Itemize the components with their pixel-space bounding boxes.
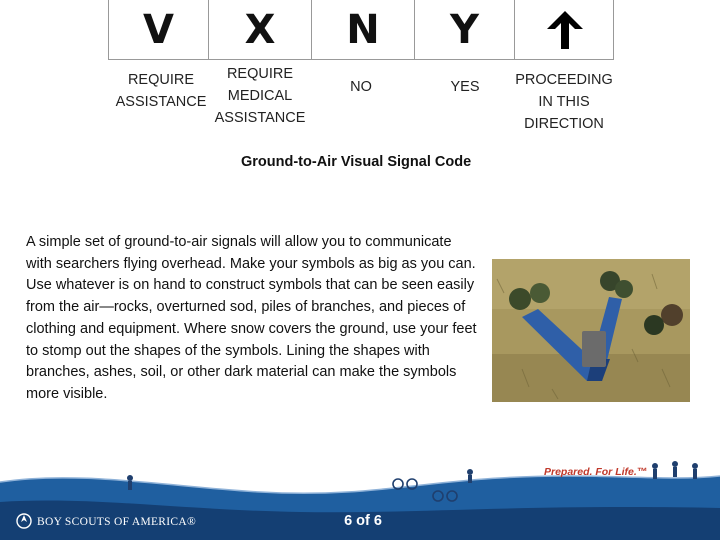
label-yes: YES	[450, 79, 480, 95]
page-number: 6 of 6	[344, 513, 382, 529]
arrow-up-icon	[545, 9, 585, 51]
label-require-medical: REQUIRE MEDICAL ASSISTANCE	[214, 66, 306, 126]
organization-name: BOY SCOUTS OF AMERICA®	[37, 516, 197, 528]
signal-n-symbol: N	[346, 6, 380, 53]
signal-v-symbol: V	[143, 6, 174, 53]
body-paragraph: A simple set of ground-to-air signals will allow you to communicate with searchers flying overhead. Make your symbols as big as you can. Use whatever is on hand to construct symbols that can be seen easily from the air—rocks, overturned sod, piles of branches, and pieces of clothing and equipment. Where snow covers the ground, use your feet to stomp out the shapes of the symbols. Lining the shapes with branches, ashes, soil, or other dark material can make the symbols more visible.	[26, 234, 477, 402]
figure-caption: Ground-to-Air Visual Signal Code	[241, 154, 472, 170]
signal-n	[312, 0, 415, 59]
signal-arrow	[515, 0, 615, 59]
signal-photo	[492, 259, 690, 402]
signal-symbol-table	[108, 0, 614, 60]
signal-x-symbol: X	[244, 6, 276, 53]
photo-scouts-making-v-signal	[492, 259, 690, 402]
canoe-icon	[250, 485, 315, 488]
signal-x	[209, 0, 312, 59]
label-proceeding: PROCEEDING IN THIS DIRECTION	[515, 72, 613, 132]
signal-v	[109, 0, 209, 59]
label-require-assistance: REQUIRE ASSISTANCE	[115, 72, 207, 110]
tagline: Prepared. For Life.™	[544, 466, 648, 478]
signal-y-symbol: Y	[450, 6, 479, 53]
label-no: NO	[350, 79, 372, 95]
signal-y	[415, 0, 515, 59]
